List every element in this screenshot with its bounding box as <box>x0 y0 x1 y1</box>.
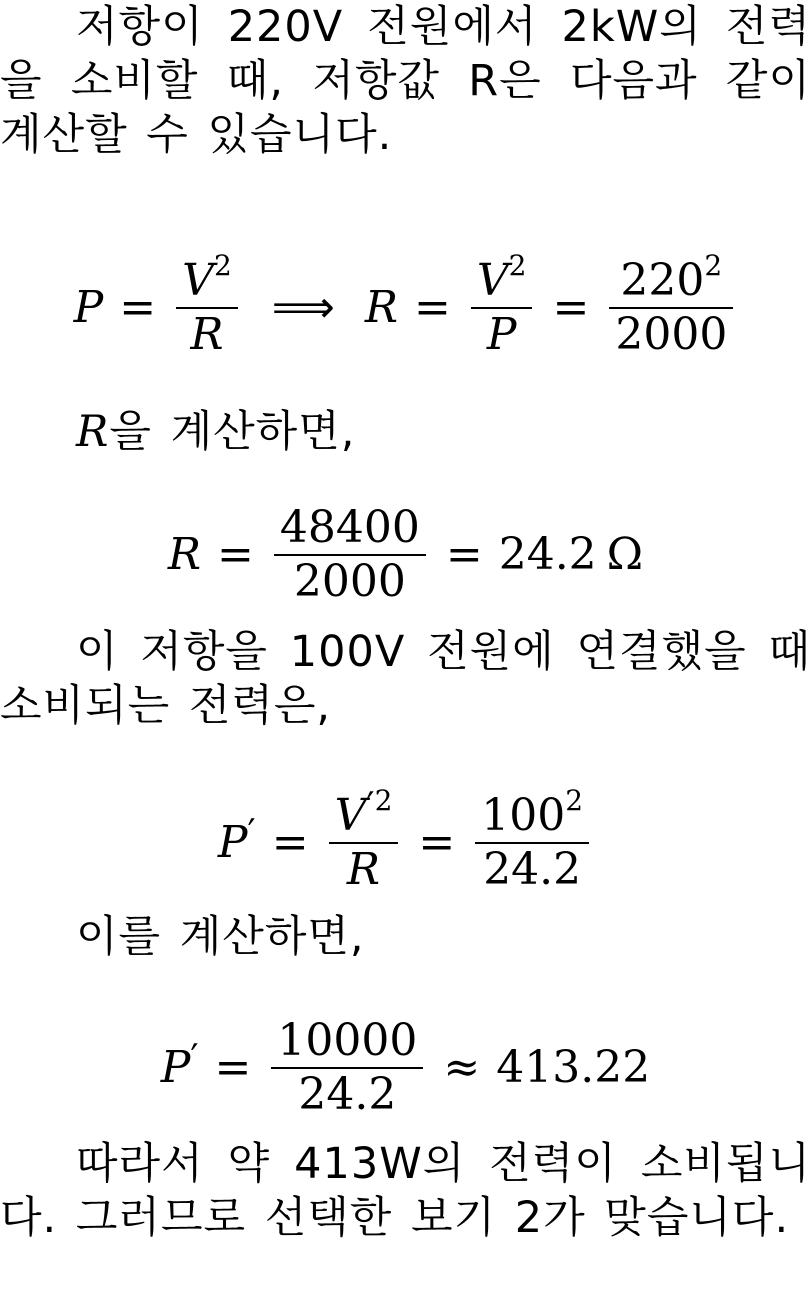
calc-p-line: 이를 계산하면, <box>76 912 365 962</box>
eq1-fraction-numeric <box>609 248 733 361</box>
eq3-equals: = <box>271 816 309 868</box>
eq4-lhs-var: P <box>160 1041 191 1093</box>
equation-resistance-value <box>0 497 811 612</box>
eq3-num-base: V <box>334 789 367 841</box>
eq3-num-prime: ′ <box>366 785 375 827</box>
eq2-equals: = <box>216 528 254 580</box>
eq1-equals: = <box>119 281 157 333</box>
eq3-den2: 24.2 <box>483 843 582 895</box>
eq3-num-exp: 2 <box>374 783 393 817</box>
eq2-den: 2000 <box>293 555 406 607</box>
eq4-result: 413.22 <box>496 1041 651 1093</box>
ohm-symbol: Ω <box>606 528 644 580</box>
eq1-f1-num: V <box>182 254 214 306</box>
eq2-num: 48400 <box>279 501 420 553</box>
eq3-num2-exp: 2 <box>565 783 584 817</box>
eq4-lhs <box>160 1037 199 1093</box>
calc-r-line <box>0 405 811 459</box>
eq1-rhs-var: R <box>364 281 398 333</box>
eq3-lhs-prime: ′ <box>247 812 256 854</box>
eq4-fraction <box>271 1015 423 1121</box>
eq4-lhs-prime: ′ <box>190 1037 199 1079</box>
eq1-f1-den: R <box>190 308 224 360</box>
eq1-f3-den: 2000 <box>615 308 728 360</box>
eq2-lhs: R <box>167 528 201 580</box>
eq1-f3-exp: 2 <box>704 248 723 282</box>
eq3-fraction-vprime2-over-r <box>329 783 399 896</box>
implies-arrow: ⟹ <box>271 281 335 333</box>
eq3-equals-2: = <box>418 816 456 868</box>
eq3-den: R <box>346 843 381 895</box>
equation-new-power-formula <box>0 785 811 900</box>
eq1-f3-num: 220 <box>620 254 705 306</box>
eq3-fraction-numeric <box>475 783 589 896</box>
eq1-fraction-v2-over-p <box>471 248 533 361</box>
equation-new-power-value <box>0 1010 811 1125</box>
eq4-equals: = <box>214 1041 252 1093</box>
eq3-num2-base: 100 <box>481 789 566 841</box>
eq4-den: 24.2 <box>298 1068 397 1120</box>
eq1-fraction-v2-over-r <box>176 248 238 361</box>
eq1-f1-exp: 2 <box>213 248 232 282</box>
intro-paragraph: 저항이 220V 전원에서 2kW의 전력을 소비할 때, 저항값 R은 다음과 같이 계산할 수 있습니다. <box>0 2 811 160</box>
eq2-equals-2: = <box>445 528 483 580</box>
eq2-result: 24.2 <box>498 528 597 580</box>
conclusion-paragraph: 따라서 약 413W의 전력이 소비됩니다. 그러므로 선택한 보기 2가 맞습니다. <box>0 1139 811 1243</box>
eq1-lhs: P <box>73 281 104 333</box>
eq3-lhs <box>217 812 256 868</box>
eq1-equals-3: = <box>552 281 590 333</box>
eq4-approx: ≈ <box>443 1041 481 1093</box>
calc-r-text: 을 계산하면, <box>109 407 356 457</box>
second-paragraph: 이 저항을 100V 전원에 연결했을 때 소비되는 전력은, <box>0 627 811 731</box>
eq4-num: 10000 <box>277 1014 418 1066</box>
calc-r-var: R <box>76 407 110 457</box>
equation-power-formula <box>0 250 811 365</box>
eq1-f2-den: P <box>486 308 517 360</box>
eq3-lhs-var: P <box>217 816 248 868</box>
eq1-equals-2: = <box>413 281 451 333</box>
eq2-fraction <box>274 502 426 608</box>
eq1-f2-num: V <box>476 254 509 306</box>
eq1-f2-exp: 2 <box>508 248 527 282</box>
